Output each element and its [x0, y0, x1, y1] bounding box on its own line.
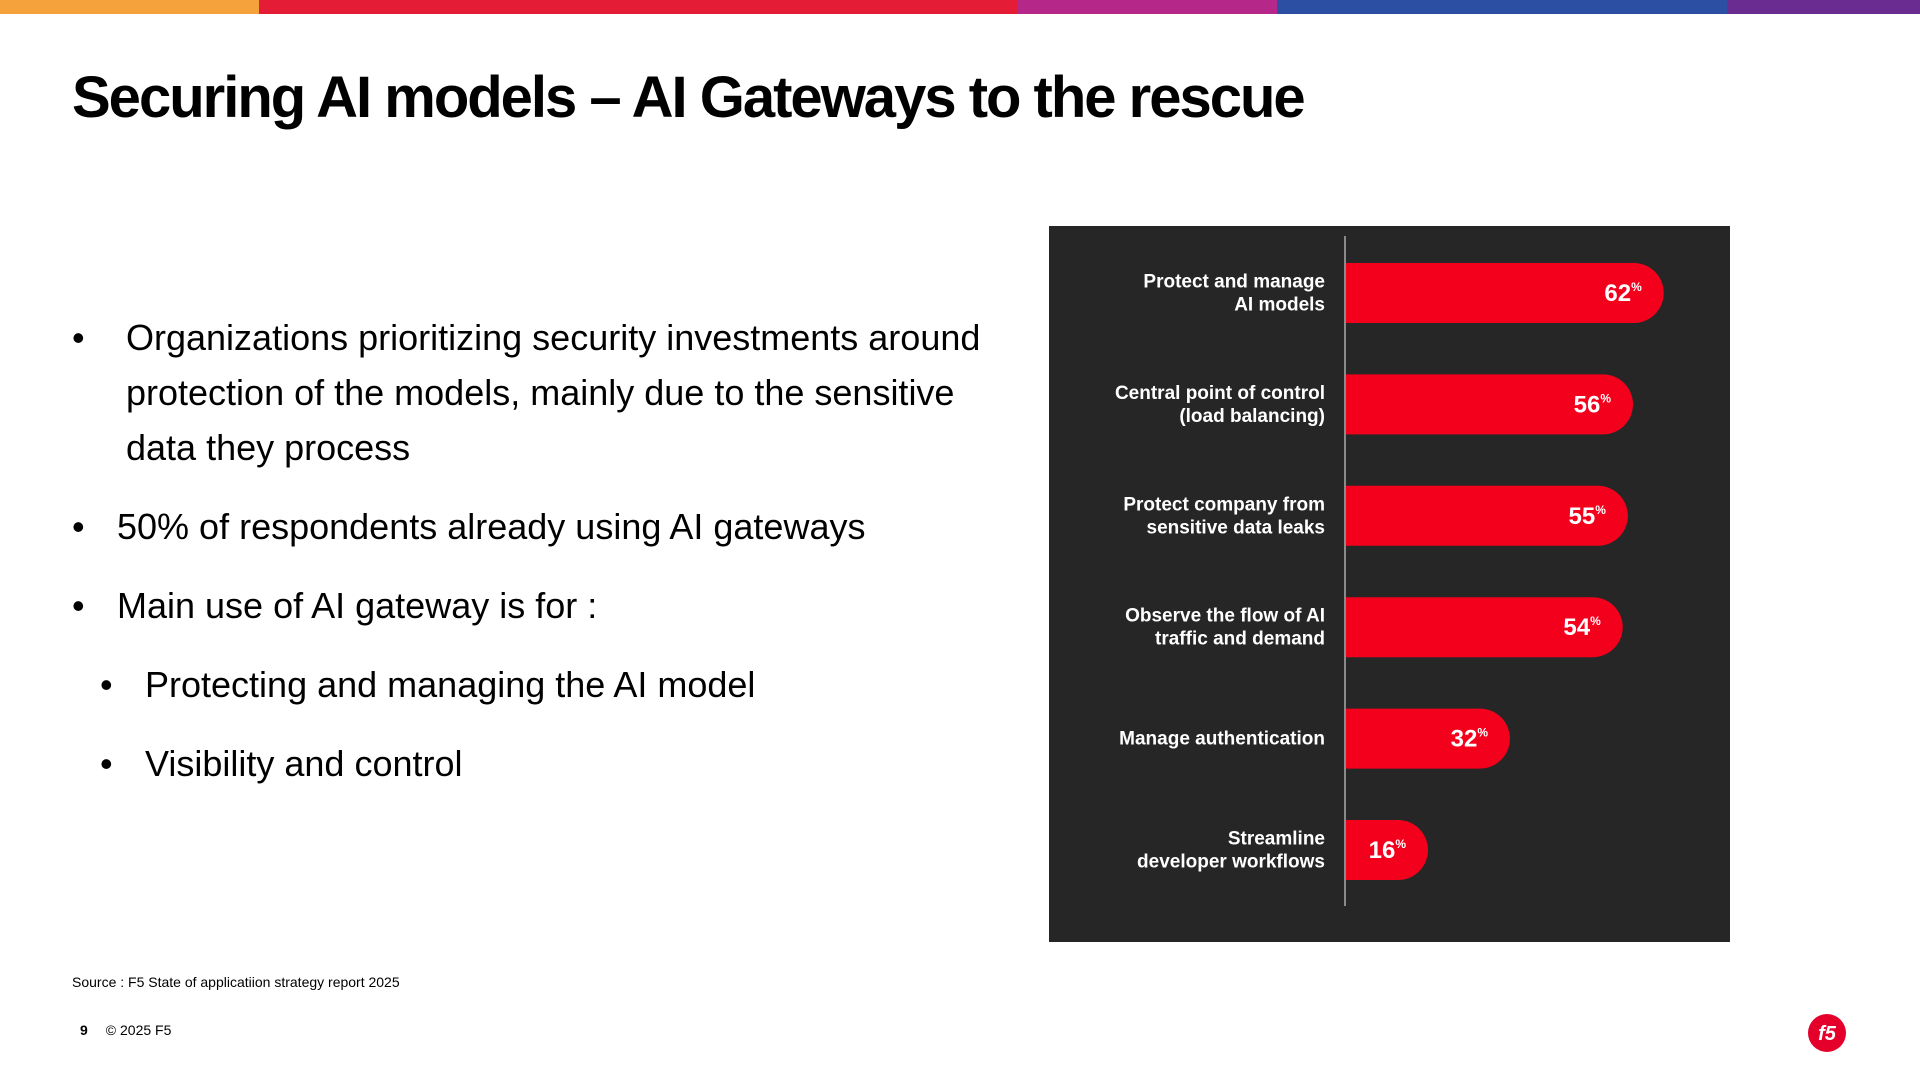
f5-logo-text: f5: [1818, 1023, 1836, 1045]
chart-category-label: traffic and demand: [1155, 628, 1325, 650]
bullet-dot: •: [72, 317, 85, 358]
top-bar-blue-segment: [1277, 0, 1727, 14]
page-number: 9: [80, 1022, 88, 1038]
chart-panel: [1049, 226, 1730, 942]
bullet-text: Visibility and control: [145, 743, 463, 784]
chart-value-suffix: %: [1590, 614, 1601, 629]
chart-value-label: 16%: [1368, 837, 1406, 864]
top-color-bar: [0, 0, 1920, 14]
chart-category-label: Central point of control: [1114, 382, 1325, 404]
slide-title: Securing AI models – AI Gateways to the rescue: [72, 65, 1304, 130]
bullet-dot: •: [72, 585, 85, 626]
source-note: Source : F5 State of applicatiion strategy report 2025: [72, 974, 400, 990]
top-bar-magenta-segment: [1017, 0, 1277, 14]
bullet-item: [72, 310, 1012, 475]
bullet-text: 50% of respondents already using AI gateways: [117, 506, 866, 547]
footer: [80, 1022, 171, 1038]
bullet-dot: •: [100, 664, 113, 705]
chart-category-label: (load balancing): [1179, 405, 1325, 427]
chart-category-label: Streamline: [1227, 828, 1325, 850]
chart-category-label: developer workflows: [1137, 851, 1325, 873]
top-bar-orange-segment: [0, 0, 259, 14]
sub-bullet-item: [100, 657, 1012, 712]
chart-value-suffix: %: [1631, 280, 1642, 294]
chart-category-label: Manage authentication: [1119, 728, 1325, 750]
bullet-dot: •: [72, 506, 85, 547]
chart-category-label: AI models: [1234, 294, 1325, 316]
chart-category-label: Protect and manage: [1143, 271, 1325, 293]
chart-value-suffix: %: [1600, 391, 1611, 406]
chart-value-label: 32%: [1450, 725, 1488, 753]
top-bar-purple-segment: [1727, 0, 1920, 14]
chart-category-label: Observe the flow of AI: [1125, 605, 1325, 627]
bullet-list: [72, 310, 1012, 815]
copyright: © 2025 F5: [105, 1022, 172, 1038]
top-bar-red-segment: [259, 0, 1017, 14]
bullet-text: Protecting and managing the AI model: [145, 664, 756, 705]
chart-category-label: sensitive data leaks: [1146, 517, 1325, 539]
bullet-item: [72, 578, 1012, 633]
chart-value-suffix: %: [1595, 502, 1606, 517]
chart-value-label: 54%: [1563, 614, 1601, 642]
bullet-item: [72, 499, 1012, 554]
chart-value-label: 62%: [1604, 280, 1642, 307]
chart-value-suffix: %: [1477, 725, 1488, 740]
chart-category-label: Protect company from: [1123, 494, 1325, 516]
sub-bullet-item: [100, 736, 1012, 791]
bullet-text: Main use of AI gateway is for :: [117, 585, 598, 626]
bullet-text: Organizations prioritizing security investments around protection of the models, mainly due to the sensitive data they process: [126, 317, 981, 468]
chart-value-label: 56%: [1573, 391, 1611, 419]
bar-chart: [1049, 226, 1730, 942]
chart-value-label: 55%: [1568, 502, 1606, 530]
f5-logo: [1806, 1012, 1848, 1054]
chart-value-suffix: %: [1395, 837, 1406, 851]
bullet-dot: •: [100, 743, 113, 784]
